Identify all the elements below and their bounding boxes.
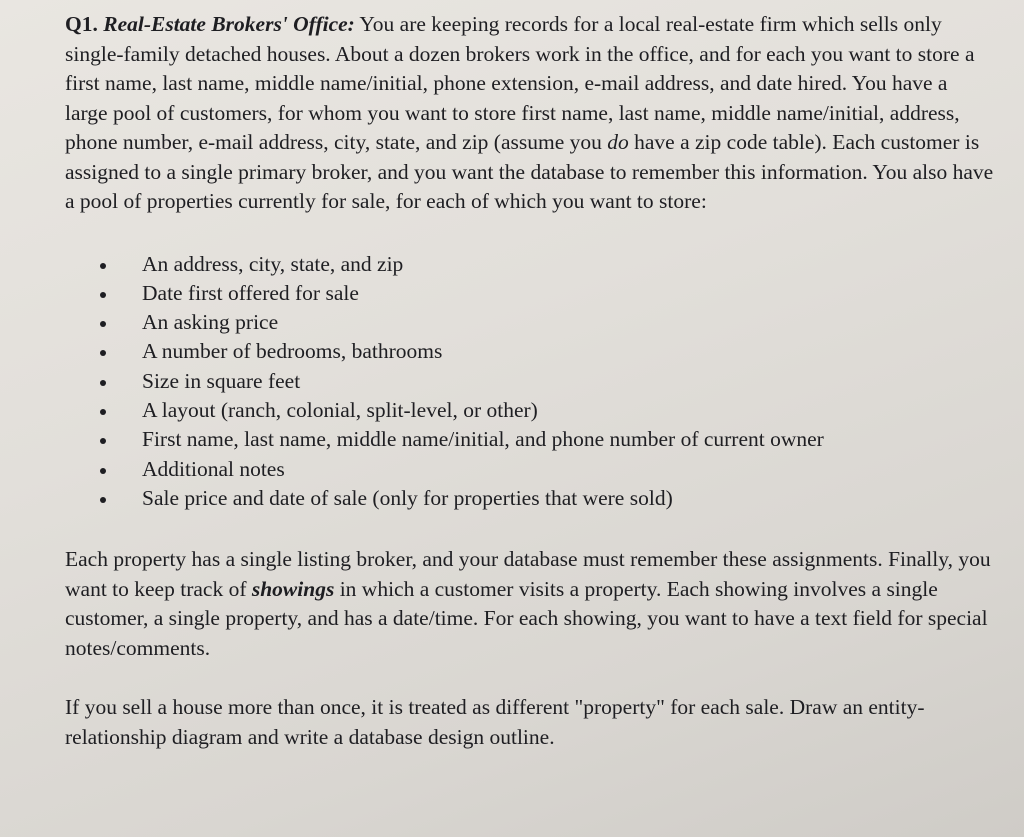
- bullet-icon: [100, 438, 106, 444]
- intro-emphasis: do: [607, 130, 629, 154]
- list-item-text: First name, last name, middle name/initial, and phone number of current owner: [142, 427, 824, 452]
- bullet-icon: [100, 263, 106, 269]
- question-number: Q1.: [65, 12, 98, 36]
- list-item-text: Date first offered for sale: [142, 280, 359, 305]
- list-item: [65, 484, 995, 513]
- instructions-paragraph: If you sell a house more than once, it is treated as different "property" for each sale. Draw an entity-relationship diagram and write a database design outline.: [65, 695, 925, 749]
- intro-text-part2: have a zip code table). Each customer is assigned to a single primary broker, and you want the database to remember this information. You also have a pool of properties currently for sale, for each of which you want to store:: [65, 130, 994, 213]
- list-item: [65, 396, 995, 425]
- list-item: [65, 308, 995, 337]
- bullet-icon: [100, 350, 106, 356]
- showings-paragraph: [65, 545, 995, 663]
- list-item: [65, 367, 995, 396]
- bullet-icon: [100, 380, 106, 386]
- list-item: [65, 250, 995, 279]
- showings-text-part2: in which a customer visits a property. Each showing involves a single customer, a single property, and has a date/time. For each showing, you want to have a text field for special notes/comments.: [65, 576, 988, 660]
- bullet-icon: [100, 497, 106, 503]
- list-item-text: An address, city, state, and zip: [142, 251, 404, 276]
- list-item: [65, 455, 995, 484]
- list-item-text: Size in square feet: [142, 368, 301, 393]
- bullet-icon: [100, 292, 106, 298]
- bullet-icon: [100, 409, 106, 415]
- list-item: [65, 337, 995, 366]
- list-item-text: Sale price and date of sale (only for properties that were sold): [142, 485, 673, 510]
- list-item: [65, 279, 995, 308]
- list-item-text: Additional notes: [142, 456, 285, 481]
- property-attributes-list: [65, 250, 995, 514]
- intro-text-part1: You are keeping records for a local real-estate firm which sells only single-family detached houses. About a dozen brokers work in the office, and for each you want to store a first name, last name, middle name/initial, phone extension, e-mail address, and date hired. You have a large pool of customers, for whom you want to store first name, last name, middle name/initial, address, phone number, e-mail address, city, state, and zip (assume you: [65, 12, 975, 154]
- showings-emphasis: showings: [251, 576, 335, 601]
- showings-text-part1: Each property has a single listing broker, and your database must remember these assignments. Finally, you want to keep track of: [65, 547, 991, 601]
- bullet-icon: [100, 321, 106, 327]
- list-item-text: A layout (ranch, colonial, split-level, or other): [142, 397, 538, 422]
- list-item-text: A number of bedrooms, bathrooms: [142, 339, 443, 364]
- intro-paragraph: [65, 10, 995, 217]
- list-item-text: An asking price: [142, 310, 279, 335]
- document-page: [65, 10, 995, 752]
- question-title: Real-Estate Brokers' Office:: [103, 12, 355, 36]
- list-item: [65, 425, 995, 454]
- bullet-icon: [100, 468, 106, 474]
